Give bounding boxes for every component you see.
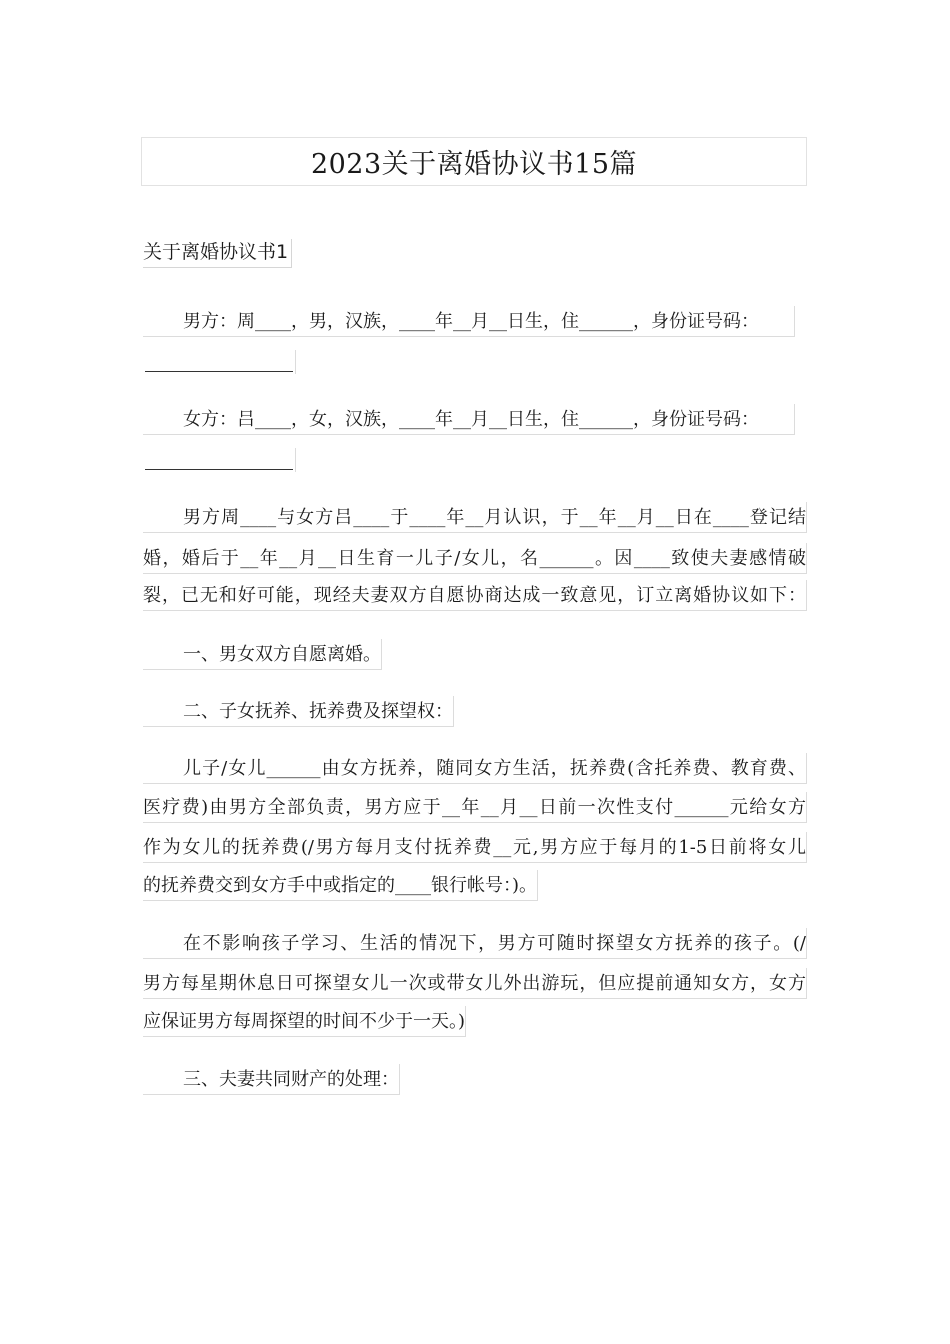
male-party-line: 男方：周____，男，汉族，____年__月__日生，住______，身份证号码： [143,306,795,337]
item-two: 二、子女抚养、抚养费及探望权： [143,696,454,727]
custody-line-2: 医疗费)由男方全部负责，男方应于__年__月__日前一次性支付______元给女方 [143,792,807,823]
custody-line-3: 作为女儿的抚养费(/男方每月支付抚养费__元,男方应于每月的1-5日前将女儿 [143,832,807,863]
item-one: 一、男女双方自愿离婚。 [143,639,382,670]
female-id-blank [143,448,296,472]
custody-line-4: 的抚养费交到女方手中或指定的____银行帐号：)。 [143,870,538,901]
custody-line-1: 儿子/女儿______由女方抚养，随同女方生活，抚养费(含托养费、教育费、 [143,753,807,784]
visit-line-1: 在不影响孩子学习、生活的情况下，男方可随时探望女方抚养的孩子。(/ [143,928,807,959]
title-box [141,137,807,186]
male-id-blank [143,350,296,374]
visit-line-3: 应保证男方每周探望的时间不少于一天。) [143,1006,466,1037]
female-party-line: 女方：吕____，女，汉族，____年__月__日生，住______，身份证号码： [143,404,795,435]
section-heading: 关于离婚协议书1 [143,239,292,268]
item-three: 三、夫妻共同财产的处理： [143,1064,400,1095]
intro-line-3: 裂，已无和好可能，现经夫妻双方自愿协商达成一致意见，订立离婚协议如下： [143,580,807,611]
intro-line-1: 男方周____与女方吕____于____年__月认识，于__年__月__日在____登记结 [143,502,807,533]
document-title: 2023关于离婚协议书15篇 [310,149,638,180]
intro-line-2: 婚，婚后于__年__月__日生育一儿子/女儿，名______。因____致使夫妻感情破 [143,543,807,574]
visit-line-2: 男方每星期休息日可探望女儿一次或带女儿外出游玩，但应提前通知女方，女方 [143,968,807,999]
